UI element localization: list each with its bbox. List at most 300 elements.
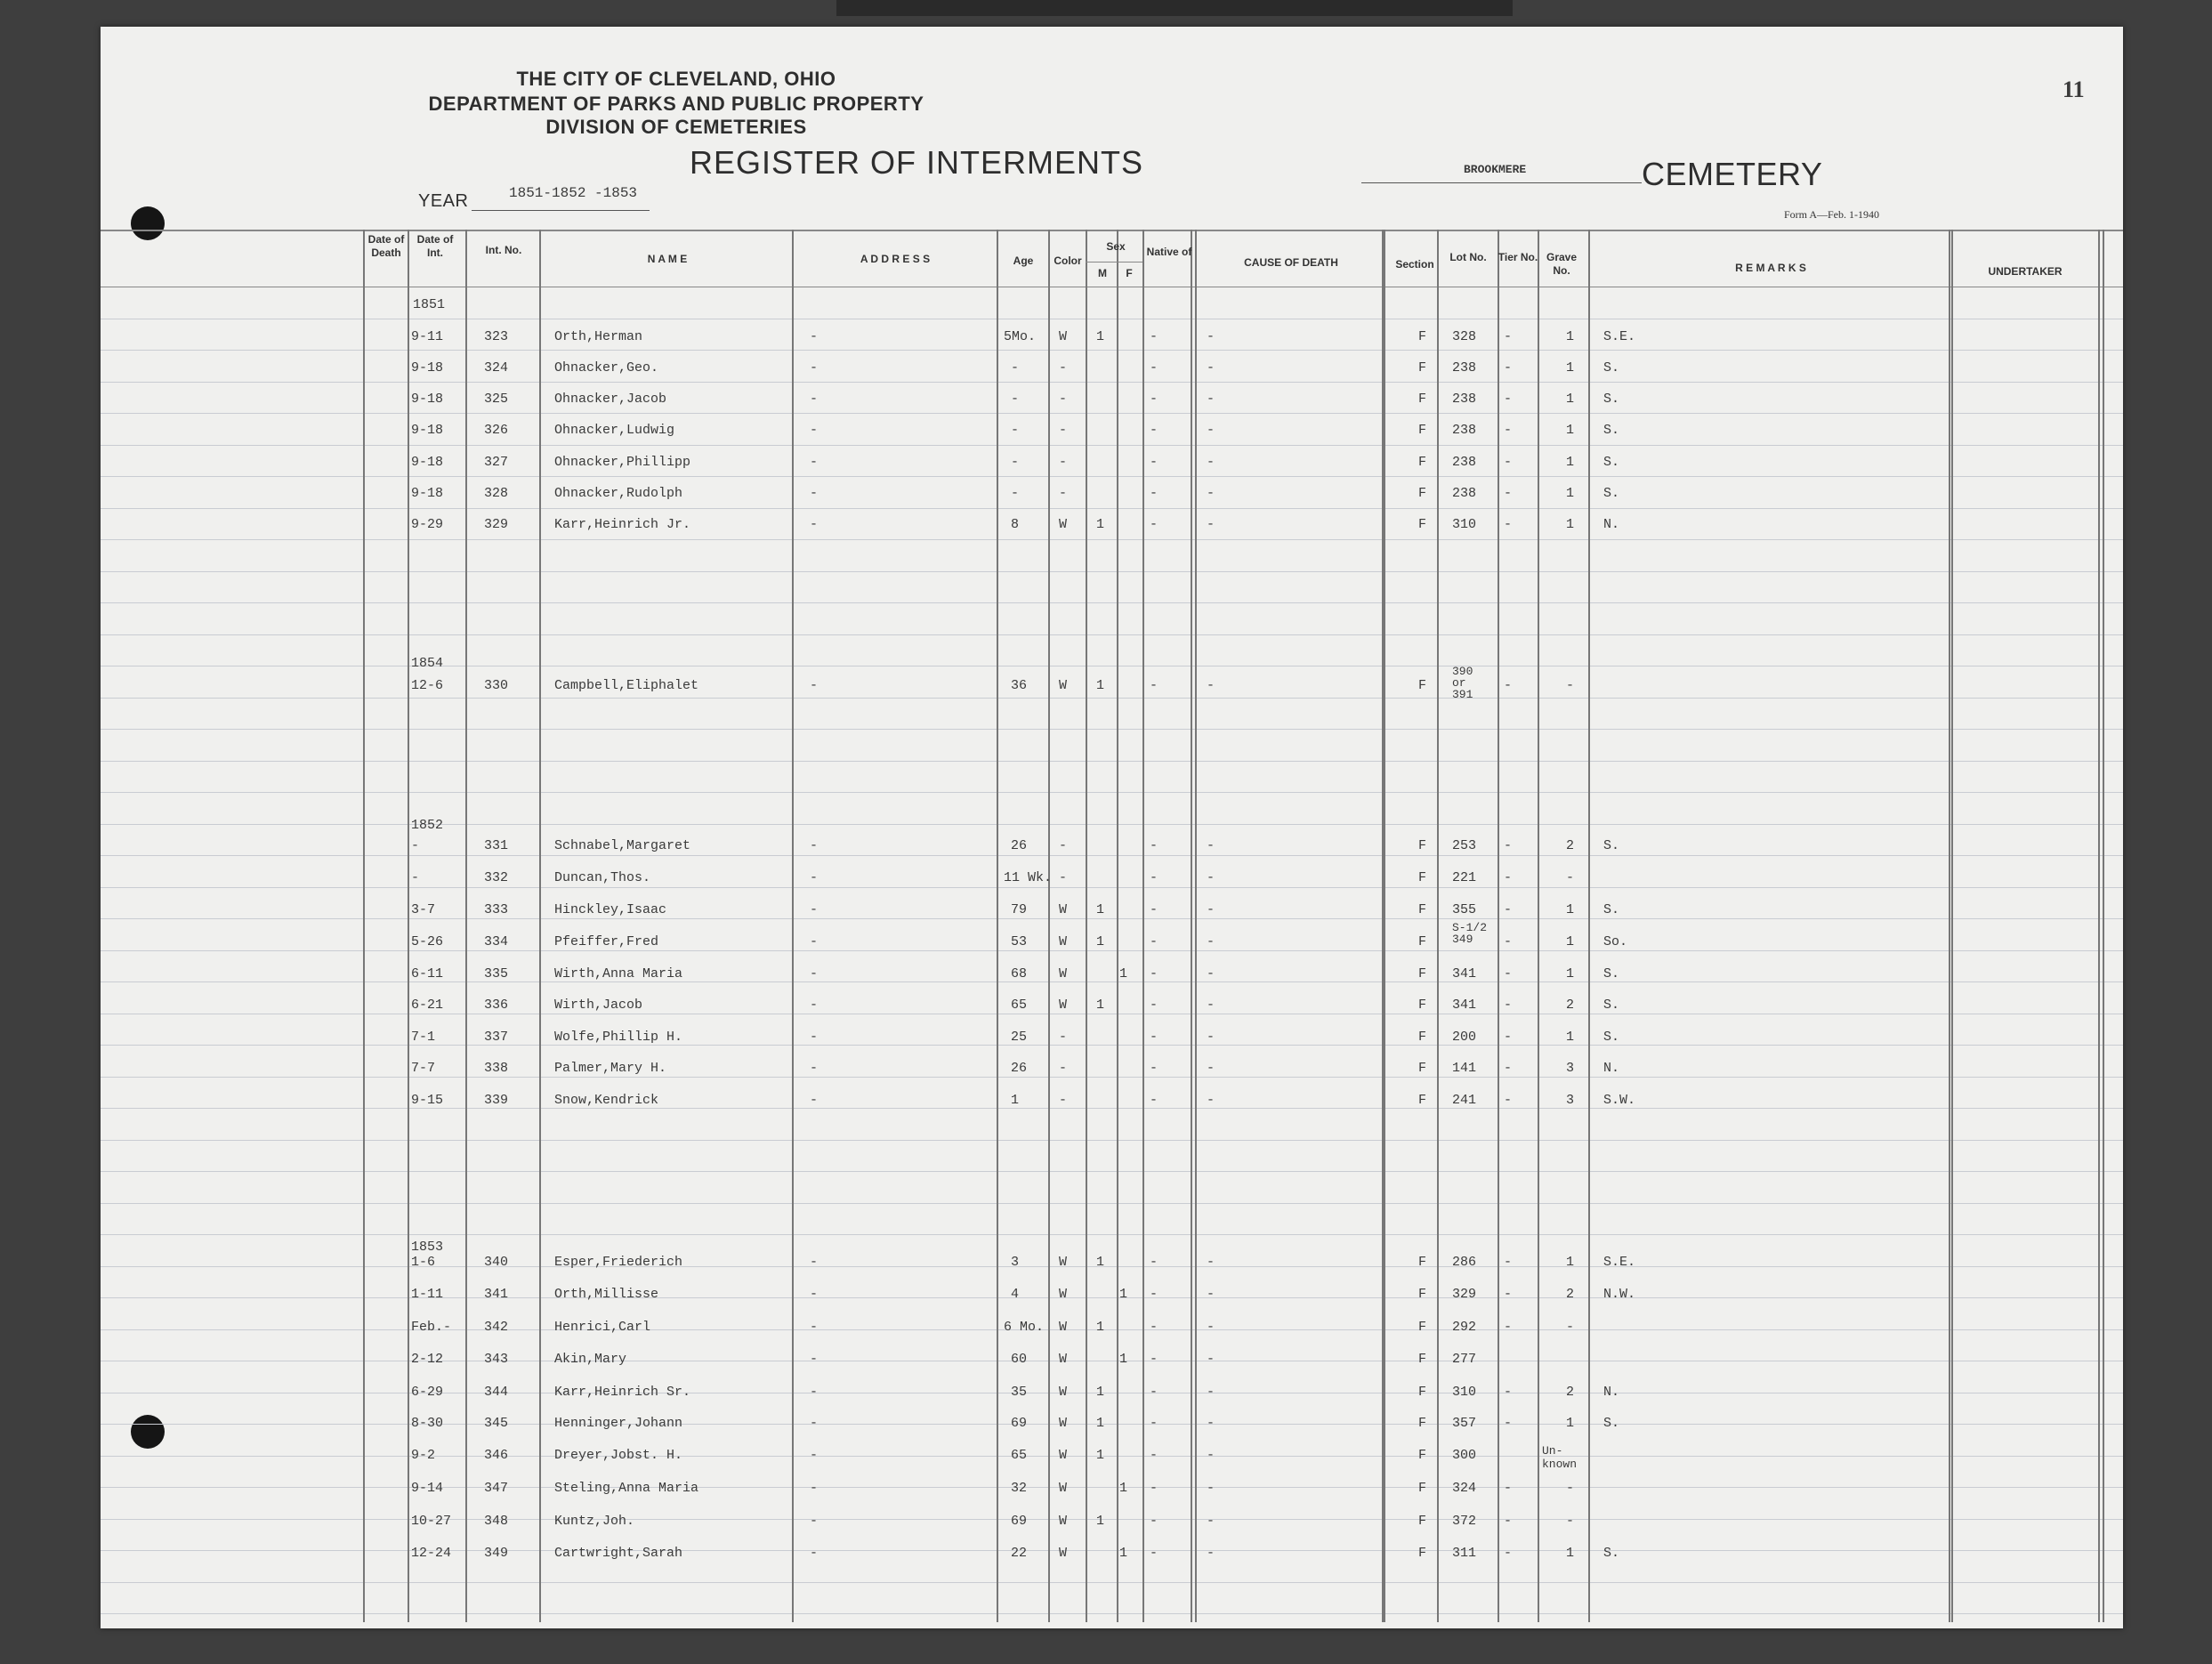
ruled-line <box>101 1329 2123 1330</box>
record-lot: 310 <box>1452 1385 1477 1400</box>
column-rule <box>2098 230 2100 1622</box>
record-grave: 1 <box>1566 934 1575 949</box>
record-no: 348 <box>484 1514 509 1529</box>
record-tier: - <box>1504 455 1513 470</box>
col-address: A D D R E S S <box>860 253 931 265</box>
record-m: 1 <box>1096 678 1105 693</box>
record-f: 1 <box>1119 1287 1128 1302</box>
record-date: 12-24 <box>411 1546 452 1561</box>
record-tier: - <box>1504 329 1513 344</box>
record-native: - <box>1150 1320 1158 1335</box>
record-grave: 1 <box>1566 423 1575 438</box>
header-rule <box>101 230 2123 231</box>
col-remarks: R E M A R K S <box>1735 262 1806 274</box>
record-date: 5-26 <box>411 934 444 949</box>
record-cause: - <box>1207 870 1215 885</box>
ruled-line <box>101 602 2123 603</box>
record-cause: - <box>1207 1352 1215 1367</box>
record-age: - <box>1011 455 1020 470</box>
record-cause: - <box>1207 1255 1215 1270</box>
record-native: - <box>1150 902 1158 917</box>
record-native: - <box>1150 934 1158 949</box>
record-color: W <box>1059 1287 1068 1302</box>
record-lot: 328 <box>1452 329 1477 344</box>
record-name: Ohnacker,Jacob <box>554 392 667 407</box>
record-color: W <box>1059 1514 1068 1529</box>
record-native: - <box>1150 1093 1158 1108</box>
record-section: F <box>1418 423 1427 438</box>
column-rule <box>1588 230 1590 1622</box>
record-remarks: N.W. <box>1603 1287 1636 1302</box>
record-cause: - <box>1207 392 1215 407</box>
record-lot: S-1/2 349 <box>1452 921 1488 946</box>
record-lot: 329 <box>1452 1287 1477 1302</box>
cemetery-underline <box>1361 182 1642 183</box>
record-no: 349 <box>484 1546 509 1561</box>
ruled-line <box>101 950 2123 951</box>
col-sex-f: F <box>1126 267 1133 279</box>
column-rule <box>465 230 467 1622</box>
ruled-line <box>101 1171 2123 1172</box>
record-m: 1 <box>1096 1385 1105 1400</box>
record-lot: 253 <box>1452 838 1477 853</box>
record-native: - <box>1150 392 1158 407</box>
record-date: 9-14 <box>411 1481 444 1496</box>
record-cause: - <box>1207 1030 1215 1045</box>
record-tier: - <box>1504 1320 1513 1335</box>
ruled-line <box>101 792 2123 793</box>
ruled-line <box>101 1266 2123 1267</box>
city-heading: THE CITY OF CLEVELAND, OHIO <box>516 68 836 90</box>
ruled-line <box>101 1550 2123 1551</box>
column-rule <box>1142 230 1144 1622</box>
record-no: 344 <box>484 1385 509 1400</box>
record-no: 327 <box>484 455 509 470</box>
column-rule <box>1086 230 1087 1622</box>
record-remarks: S. <box>1603 1416 1620 1431</box>
record-cause: - <box>1207 423 1215 438</box>
record-name: Schnabel,Margaret <box>554 838 691 853</box>
record-native: - <box>1150 423 1158 438</box>
record-native: - <box>1150 1352 1158 1367</box>
col-date-int: Date of Int. <box>416 233 454 259</box>
record-age: - <box>1011 423 1020 438</box>
record-section: F <box>1418 517 1427 532</box>
ruled-line <box>101 1613 2123 1614</box>
record-grave: 2 <box>1566 838 1575 853</box>
record-no: 334 <box>484 934 509 949</box>
record-grave: - <box>1566 1514 1575 1529</box>
record-section: F <box>1418 1514 1427 1529</box>
cemetery-name: BROOKMERE <box>1464 163 1527 176</box>
record-tier: - <box>1504 1030 1513 1045</box>
record-lot: 324 <box>1452 1481 1477 1496</box>
record-age: 8 <box>1011 517 1020 532</box>
record-section: F <box>1418 1481 1427 1496</box>
record-color: - <box>1059 360 1068 376</box>
column-rule <box>539 230 541 1622</box>
record-address: - <box>810 1385 819 1400</box>
record-tier: - <box>1504 392 1513 407</box>
record-address: - <box>810 1287 819 1302</box>
record-tier: - <box>1504 966 1513 981</box>
record-date: 7-7 <box>411 1061 436 1076</box>
record-age: 35 <box>1011 1385 1028 1400</box>
record-remarks: S. <box>1603 360 1620 376</box>
record-address: - <box>810 838 819 853</box>
record-age: - <box>1011 360 1020 376</box>
record-lot: 238 <box>1452 392 1477 407</box>
column-rule <box>363 230 365 1622</box>
record-m: 1 <box>1096 517 1105 532</box>
record-native: - <box>1150 360 1158 376</box>
record-tier: - <box>1504 1481 1513 1496</box>
record-color: W <box>1059 329 1068 344</box>
record-remarks: S. <box>1603 455 1620 470</box>
record-no: 346 <box>484 1448 509 1463</box>
record-native: - <box>1150 1546 1158 1561</box>
record-name: Ohnacker,Rudolph <box>554 486 683 501</box>
ruled-line <box>101 918 2123 919</box>
record-date: 1-6 <box>411 1255 436 1270</box>
record-name: Ohnacker,Ludwig <box>554 423 675 438</box>
department-heading: DEPARTMENT OF PARKS AND PUBLIC PROPERTY <box>428 93 924 115</box>
ruled-line <box>101 539 2123 540</box>
record-name: Steling,Anna Maria <box>554 1481 699 1496</box>
record-cause: - <box>1207 1093 1215 1108</box>
record-m: 1 <box>1096 1514 1105 1529</box>
record-address: - <box>810 360 819 376</box>
record-native: - <box>1150 678 1158 693</box>
record-remarks: S. <box>1603 998 1620 1013</box>
record-section: F <box>1418 1030 1427 1045</box>
record-m: 1 <box>1096 329 1105 344</box>
record-no: 339 <box>484 1093 509 1108</box>
col-age: Age <box>1013 254 1034 267</box>
ruled-line <box>101 382 2123 383</box>
record-grave: 1 <box>1566 1255 1575 1270</box>
record-address: - <box>810 1320 819 1335</box>
column-rule <box>1384 230 1385 1622</box>
record-remarks: S. <box>1603 423 1620 438</box>
record-tier: - <box>1504 678 1513 693</box>
record-cause: - <box>1207 517 1215 532</box>
record-section: F <box>1418 1093 1427 1108</box>
ruled-line <box>101 413 2123 414</box>
record-cause: - <box>1207 966 1215 981</box>
record-no: 333 <box>484 902 509 917</box>
record-grave: 3 <box>1566 1093 1575 1108</box>
year-label: YEAR <box>418 191 469 211</box>
record-name: Duncan,Thos. <box>554 870 651 885</box>
record-lot: 238 <box>1452 360 1477 376</box>
record-name: Karr,Heinrich Jr. <box>554 517 691 532</box>
record-section: F <box>1418 1255 1427 1270</box>
column-rule <box>2103 230 2104 1622</box>
ruled-line <box>101 571 2123 572</box>
record-cause: - <box>1207 902 1215 917</box>
record-grave: 1 <box>1566 517 1575 532</box>
record-date: 2-12 <box>411 1352 444 1367</box>
col-cause: CAUSE OF DEATH <box>1244 256 1338 269</box>
record-native: - <box>1150 1287 1158 1302</box>
record-name: Orth,Millisse <box>554 1287 659 1302</box>
cemetery-label: CEMETERY <box>1642 156 1823 192</box>
ruled-line <box>101 698 2123 699</box>
column-rule <box>1195 230 1197 1622</box>
record-lot: 238 <box>1452 455 1477 470</box>
record-no: 342 <box>484 1320 509 1335</box>
record-date: 6-29 <box>411 1385 444 1400</box>
record-date: 6-21 <box>411 998 444 1013</box>
record-native: - <box>1150 486 1158 501</box>
record-name: Kuntz,Joh. <box>554 1514 635 1529</box>
record-grave: 1 <box>1566 1546 1575 1561</box>
record-color: - <box>1059 486 1068 501</box>
record-color: - <box>1059 423 1068 438</box>
record-section: F <box>1418 1287 1427 1302</box>
record-date: 9-29 <box>411 517 444 532</box>
record-remarks: N. <box>1603 1061 1620 1076</box>
record-lot: 241 <box>1452 1093 1477 1108</box>
record-cause: - <box>1207 455 1215 470</box>
record-remarks: S. <box>1603 966 1620 981</box>
record-tier: - <box>1504 870 1513 885</box>
record-name: Snow,Kendrick <box>554 1093 659 1108</box>
record-date: 9-18 <box>411 455 444 470</box>
record-f: 1 <box>1119 1352 1128 1367</box>
record-section: F <box>1418 1320 1427 1335</box>
record-age: 25 <box>1011 1030 1028 1045</box>
record-age: 3 <box>1011 1255 1020 1270</box>
record-section: F <box>1418 1546 1427 1561</box>
record-no: 338 <box>484 1061 509 1076</box>
record-lot: 310 <box>1452 517 1477 532</box>
ruled-line <box>101 1297 2123 1298</box>
record-name: Wirth,Jacob <box>554 998 643 1013</box>
record-grave: 1 <box>1566 1416 1575 1431</box>
record-tier: - <box>1504 1416 1513 1431</box>
record-color: W <box>1059 517 1068 532</box>
record-native: - <box>1150 1030 1158 1045</box>
register-title: REGISTER OF INTERMENTS <box>689 144 1144 181</box>
record-address: - <box>810 934 819 949</box>
record-address: - <box>810 678 819 693</box>
record-address: - <box>810 1546 819 1561</box>
record-color: W <box>1059 1448 1068 1463</box>
record-lot: 238 <box>1452 486 1477 501</box>
record-color: W <box>1059 1416 1068 1431</box>
ruled-line <box>101 634 2123 635</box>
record-tier: - <box>1504 998 1513 1013</box>
record-native: - <box>1150 1255 1158 1270</box>
record-name: Wolfe,Phillip H. <box>554 1030 683 1045</box>
record-date: 9-15 <box>411 1093 444 1108</box>
record-m: 1 <box>1096 934 1105 949</box>
record-grave: - <box>1566 870 1575 885</box>
ruled-line <box>101 1203 2123 1204</box>
record-date: - <box>411 838 420 853</box>
record-age: 5Mo. <box>1004 329 1037 344</box>
record-address: - <box>810 870 819 885</box>
col-sex: Sex <box>1106 240 1126 253</box>
record-no: 323 <box>484 329 509 344</box>
record-color: W <box>1059 966 1068 981</box>
record-color: W <box>1059 1255 1068 1270</box>
record-lot: 311 <box>1452 1546 1477 1561</box>
record-native: - <box>1150 1514 1158 1529</box>
record-age: 22 <box>1011 1546 1028 1561</box>
record-section: F <box>1418 1416 1427 1431</box>
ruled-line <box>101 981 2123 982</box>
record-age: - <box>1011 392 1020 407</box>
record-section: F <box>1418 1352 1427 1367</box>
column-rule <box>792 230 794 1622</box>
record-age: 32 <box>1011 1481 1028 1496</box>
column-rule <box>997 230 998 1622</box>
record-tier: - <box>1504 1255 1513 1270</box>
ruled-line <box>101 1234 2123 1235</box>
column-rule <box>1951 230 1953 1622</box>
record-no: 337 <box>484 1030 509 1045</box>
record-age: 4 <box>1011 1287 1020 1302</box>
col-int-no: Int. No. <box>485 244 522 256</box>
col-grave: Grave No. <box>1546 251 1578 277</box>
record-tier: - <box>1504 1514 1513 1529</box>
record-native: - <box>1150 1385 1158 1400</box>
record-address: - <box>810 1093 819 1108</box>
record-cause: - <box>1207 678 1215 693</box>
col-lot: Lot No. <box>1449 251 1487 263</box>
record-color: - <box>1059 1093 1068 1108</box>
record-no: 325 <box>484 392 509 407</box>
ruled-line <box>101 1077 2123 1078</box>
record-section: F <box>1418 1448 1427 1463</box>
record-remarks: S.W. <box>1603 1093 1636 1108</box>
record-date: 10-27 <box>411 1514 452 1529</box>
record-address: - <box>810 486 819 501</box>
ruled-line <box>101 1108 2123 1109</box>
page-number: 11 <box>2063 77 2085 102</box>
record-tier: - <box>1504 486 1513 501</box>
record-name: Cartwright,Sarah <box>554 1546 683 1561</box>
col-sex-m: M <box>1098 267 1107 279</box>
record-grave: 2 <box>1566 1287 1575 1302</box>
record-no: 345 <box>484 1416 509 1431</box>
record-address: - <box>810 1481 819 1496</box>
record-date: 12-6 <box>411 678 444 693</box>
record-age: 60 <box>1011 1352 1028 1367</box>
record-lot: 357 <box>1452 1416 1477 1431</box>
record-tier: - <box>1504 838 1513 853</box>
register-table <box>101 230 2123 1628</box>
record-remarks: S. <box>1603 1546 1620 1561</box>
record-no: 328 <box>484 486 509 501</box>
record-remarks: S.E. <box>1603 329 1636 344</box>
record-date: 1-11 <box>411 1287 444 1302</box>
col-tier: Tier No. <box>1498 251 1538 263</box>
record-color: - <box>1059 1030 1068 1045</box>
record-address: - <box>810 1255 819 1270</box>
record-date: 9-18 <box>411 360 444 376</box>
record-native: - <box>1150 870 1158 885</box>
col-color: Color <box>1054 254 1082 267</box>
record-grave: - <box>1566 1320 1575 1335</box>
record-address: - <box>810 517 819 532</box>
record-date: 9-18 <box>411 486 444 501</box>
record-cause: - <box>1207 486 1215 501</box>
ruled-line <box>101 1045 2123 1046</box>
col-native: Native of <box>1146 246 1192 258</box>
col-name: N A M E <box>647 253 688 265</box>
ruled-line <box>101 729 2123 730</box>
record-tier: - <box>1504 934 1513 949</box>
record-section: F <box>1418 1385 1427 1400</box>
record-cause: - <box>1207 1061 1215 1076</box>
record-section: F <box>1418 934 1427 949</box>
record-remarks: N. <box>1603 517 1620 532</box>
record-native: - <box>1150 1416 1158 1431</box>
record-age: 6 Mo. <box>1004 1320 1045 1335</box>
record-remarks: So. <box>1603 934 1628 949</box>
record-cause: - <box>1207 998 1215 1013</box>
column-rule <box>1048 230 1050 1622</box>
record-tier: - <box>1504 902 1513 917</box>
record-address: - <box>810 966 819 981</box>
record-name: Henninger,Johann <box>554 1416 683 1431</box>
record-cause: - <box>1207 1546 1215 1561</box>
record-no: 335 <box>484 966 509 981</box>
record-color: - <box>1059 455 1068 470</box>
record-section: F <box>1418 486 1427 501</box>
division-heading: DIVISION OF CEMETERIES <box>545 116 807 138</box>
record-address: - <box>810 1061 819 1076</box>
record-m: 1 <box>1096 902 1105 917</box>
record-address: - <box>810 1416 819 1431</box>
record-address: - <box>810 455 819 470</box>
record-tier: - <box>1504 360 1513 376</box>
record-section: F <box>1418 998 1427 1013</box>
record-no: 326 <box>484 423 509 438</box>
record-native: - <box>1150 1481 1158 1496</box>
record-grave: 2 <box>1566 998 1575 1013</box>
record-grave: 3 <box>1566 1061 1575 1076</box>
record-grave: 1 <box>1566 486 1575 501</box>
record-name: Esper,Friederich <box>554 1255 683 1270</box>
record-tier: - <box>1504 1546 1513 1561</box>
record-age: - <box>1011 486 1020 501</box>
record-grave: 1 <box>1566 966 1575 981</box>
record-grave: 1 <box>1566 455 1575 470</box>
record-lot: 238 <box>1452 423 1477 438</box>
record-section: F <box>1418 902 1427 917</box>
record-tier: - <box>1504 1061 1513 1076</box>
record-name: Henrici,Carl <box>554 1320 651 1335</box>
record-cause: - <box>1207 1320 1215 1335</box>
record-name: Akin,Mary <box>554 1352 627 1367</box>
record-lot: 286 <box>1452 1255 1477 1270</box>
ruled-line <box>101 1582 2123 1583</box>
record-no: 330 <box>484 678 509 693</box>
record-remarks: S. <box>1603 392 1620 407</box>
record-date: 3-7 <box>411 902 436 917</box>
record-cause: - <box>1207 838 1215 853</box>
record-no: 336 <box>484 998 509 1013</box>
ruled-line <box>101 1456 2123 1457</box>
record-address: - <box>810 423 819 438</box>
record-remarks: S. <box>1603 902 1620 917</box>
record-color: W <box>1059 998 1068 1013</box>
